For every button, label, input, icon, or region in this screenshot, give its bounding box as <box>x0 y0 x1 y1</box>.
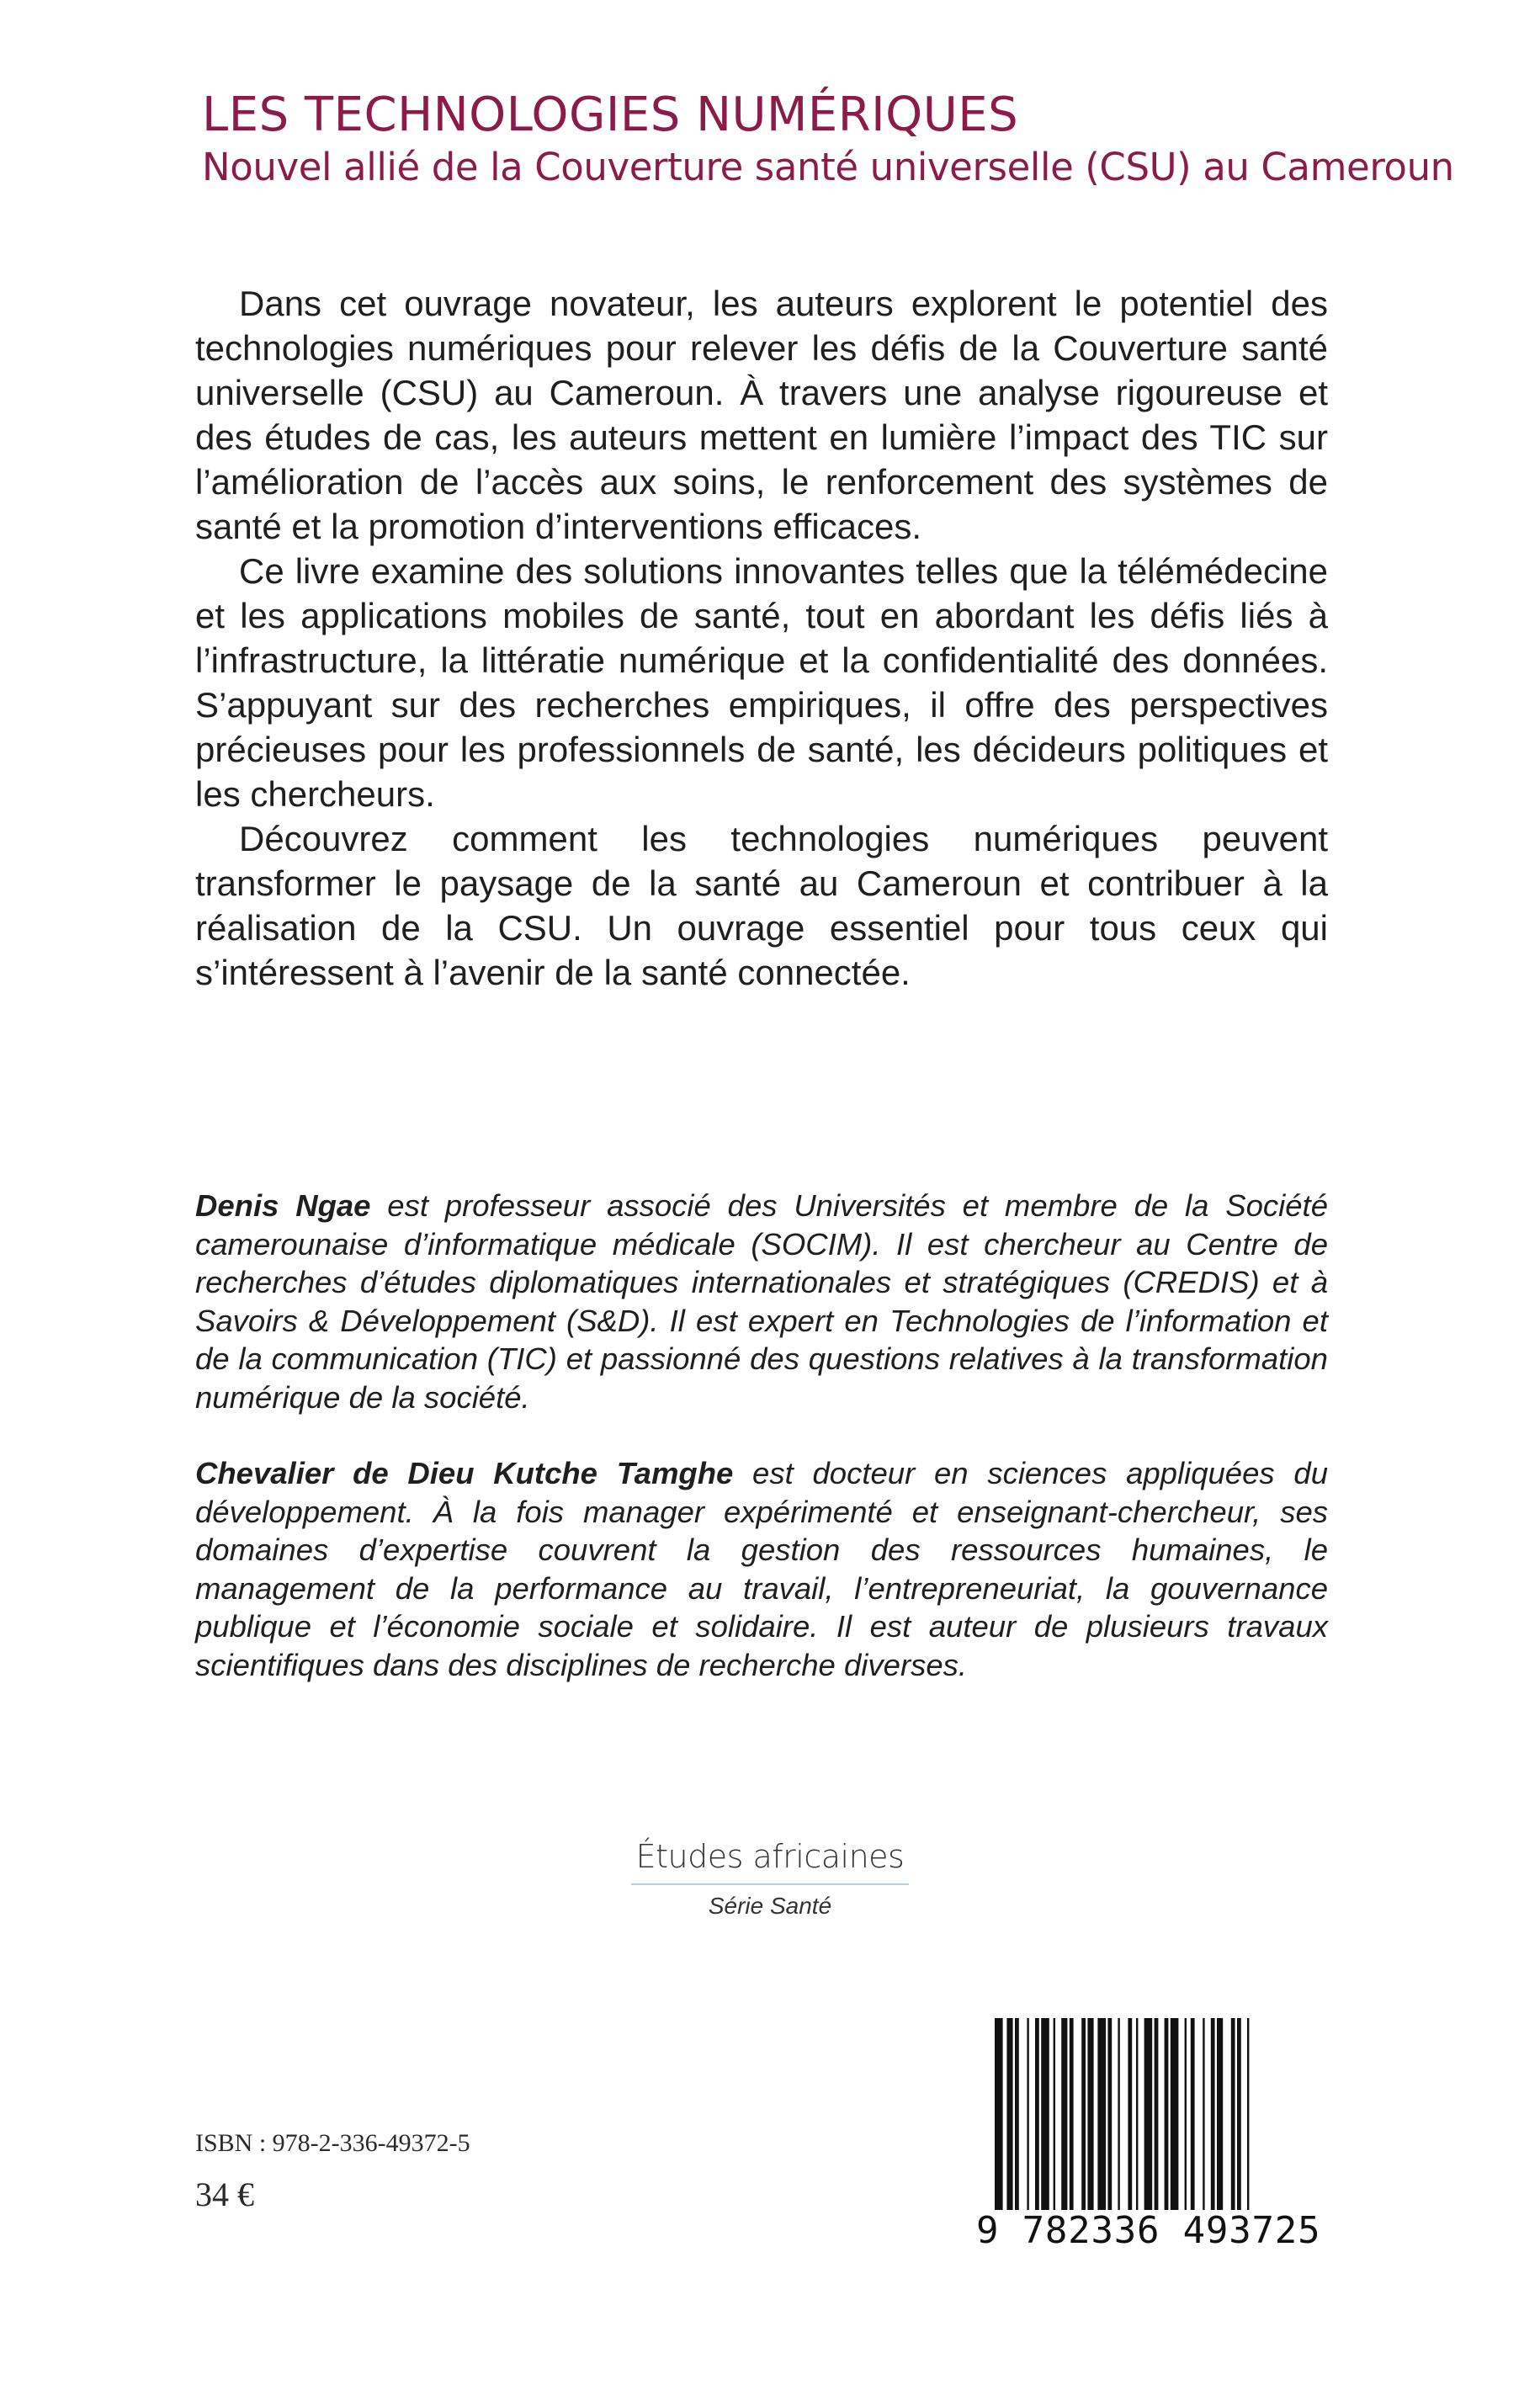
author-bios <box>195 1187 1328 1722</box>
back-cover-summary <box>195 281 1328 995</box>
author-name: Denis Ngae <box>195 1188 371 1223</box>
collection-divider <box>631 1883 909 1885</box>
summary-paragraph: Dans cet ouvrage novateur, les auteurs explorent le potentiel des technologies numériques pour relever les défis de la Couverture santé universelle (CSU) au Cameroun. À travers une analyse rigoureuse et des études de cas, les auteurs mettent en lumière l’impact des TIC sur l’amélioration de l’accès aux soins, le renforcement des systèmes de santé et la promotion d’interventions efficaces. <box>195 284 1328 546</box>
collection-mark <box>589 1835 951 1920</box>
author-bio <box>195 1187 1328 1416</box>
author-bio <box>195 1454 1328 1684</box>
isbn: ISBN : 978-2-336-49372-5 <box>195 2129 470 2157</box>
barcode <box>976 2018 1330 2254</box>
title-block <box>202 88 1464 192</box>
author-bio-text: est docteur en sciences appliquées du développement. À la fois manager expérimenté et enseignant-chercheur, ses domaines d’expertise couvrent la gestion des ressources humaines, le management de la performance au travail, l’entrepreneuriat, la gouvernance publique et l’économie sociale et solidaire. Il est auteur de plusieurs travaux scientifiques dans des disciplines de recherche diverses. <box>195 1456 1328 1682</box>
barcode-bars-icon <box>976 2018 1330 2220</box>
summary-paragraph: Ce livre examine des solutions innovantes telles que la télémédecine et les applications mobiles de santé, tout en abordant les défis liés à l’infrastructure, la littératie numérique et la confidentialité des données. S’appuyant sur des recherches empiriques, il offre des perspectives précieuses pour les professionnels de santé, les décideurs politiques et les chercheurs. <box>195 551 1328 814</box>
price: 34 € <box>195 2175 254 2213</box>
collection-name: Études africaines <box>635 1838 905 1875</box>
book-title: LES TECHNOLOGIES NUMÉRIQUES <box>202 88 1019 142</box>
author-bio-text: est professeur associé des Universités et membre de la Société camerounaise d’informatique médicale (SOCIM). Il est chercheur au Centre de recherches d’études diplomatiques internationales et stratégiques (CREDIS) et à Savoirs & Développement (S&D). Il est expert en Technologies de l’information et de la communication (TIC) et passionné des questions relatives à la transformation numérique de la société. <box>195 1188 1328 1415</box>
series-name: Série Santé <box>708 1893 832 1919</box>
author-name: Chevalier de Dieu Kutche Tamghe <box>195 1456 734 1490</box>
summary-paragraph: Découvrez comment les technologies numériques peuvent transformer le paysage de la santé au Cameroun et contribuer à la réalisation de la CSU. Un ouvrage essentiel pour tous ceux qui s’intéressent à l’avenir de la santé connectée. <box>195 819 1328 992</box>
book-subtitle: Nouvel allié de la Couverture santé universelle (CSU) au Cameroun <box>202 145 1454 189</box>
barcode-digits: 9 782336 493725 <box>976 2210 1330 2252</box>
